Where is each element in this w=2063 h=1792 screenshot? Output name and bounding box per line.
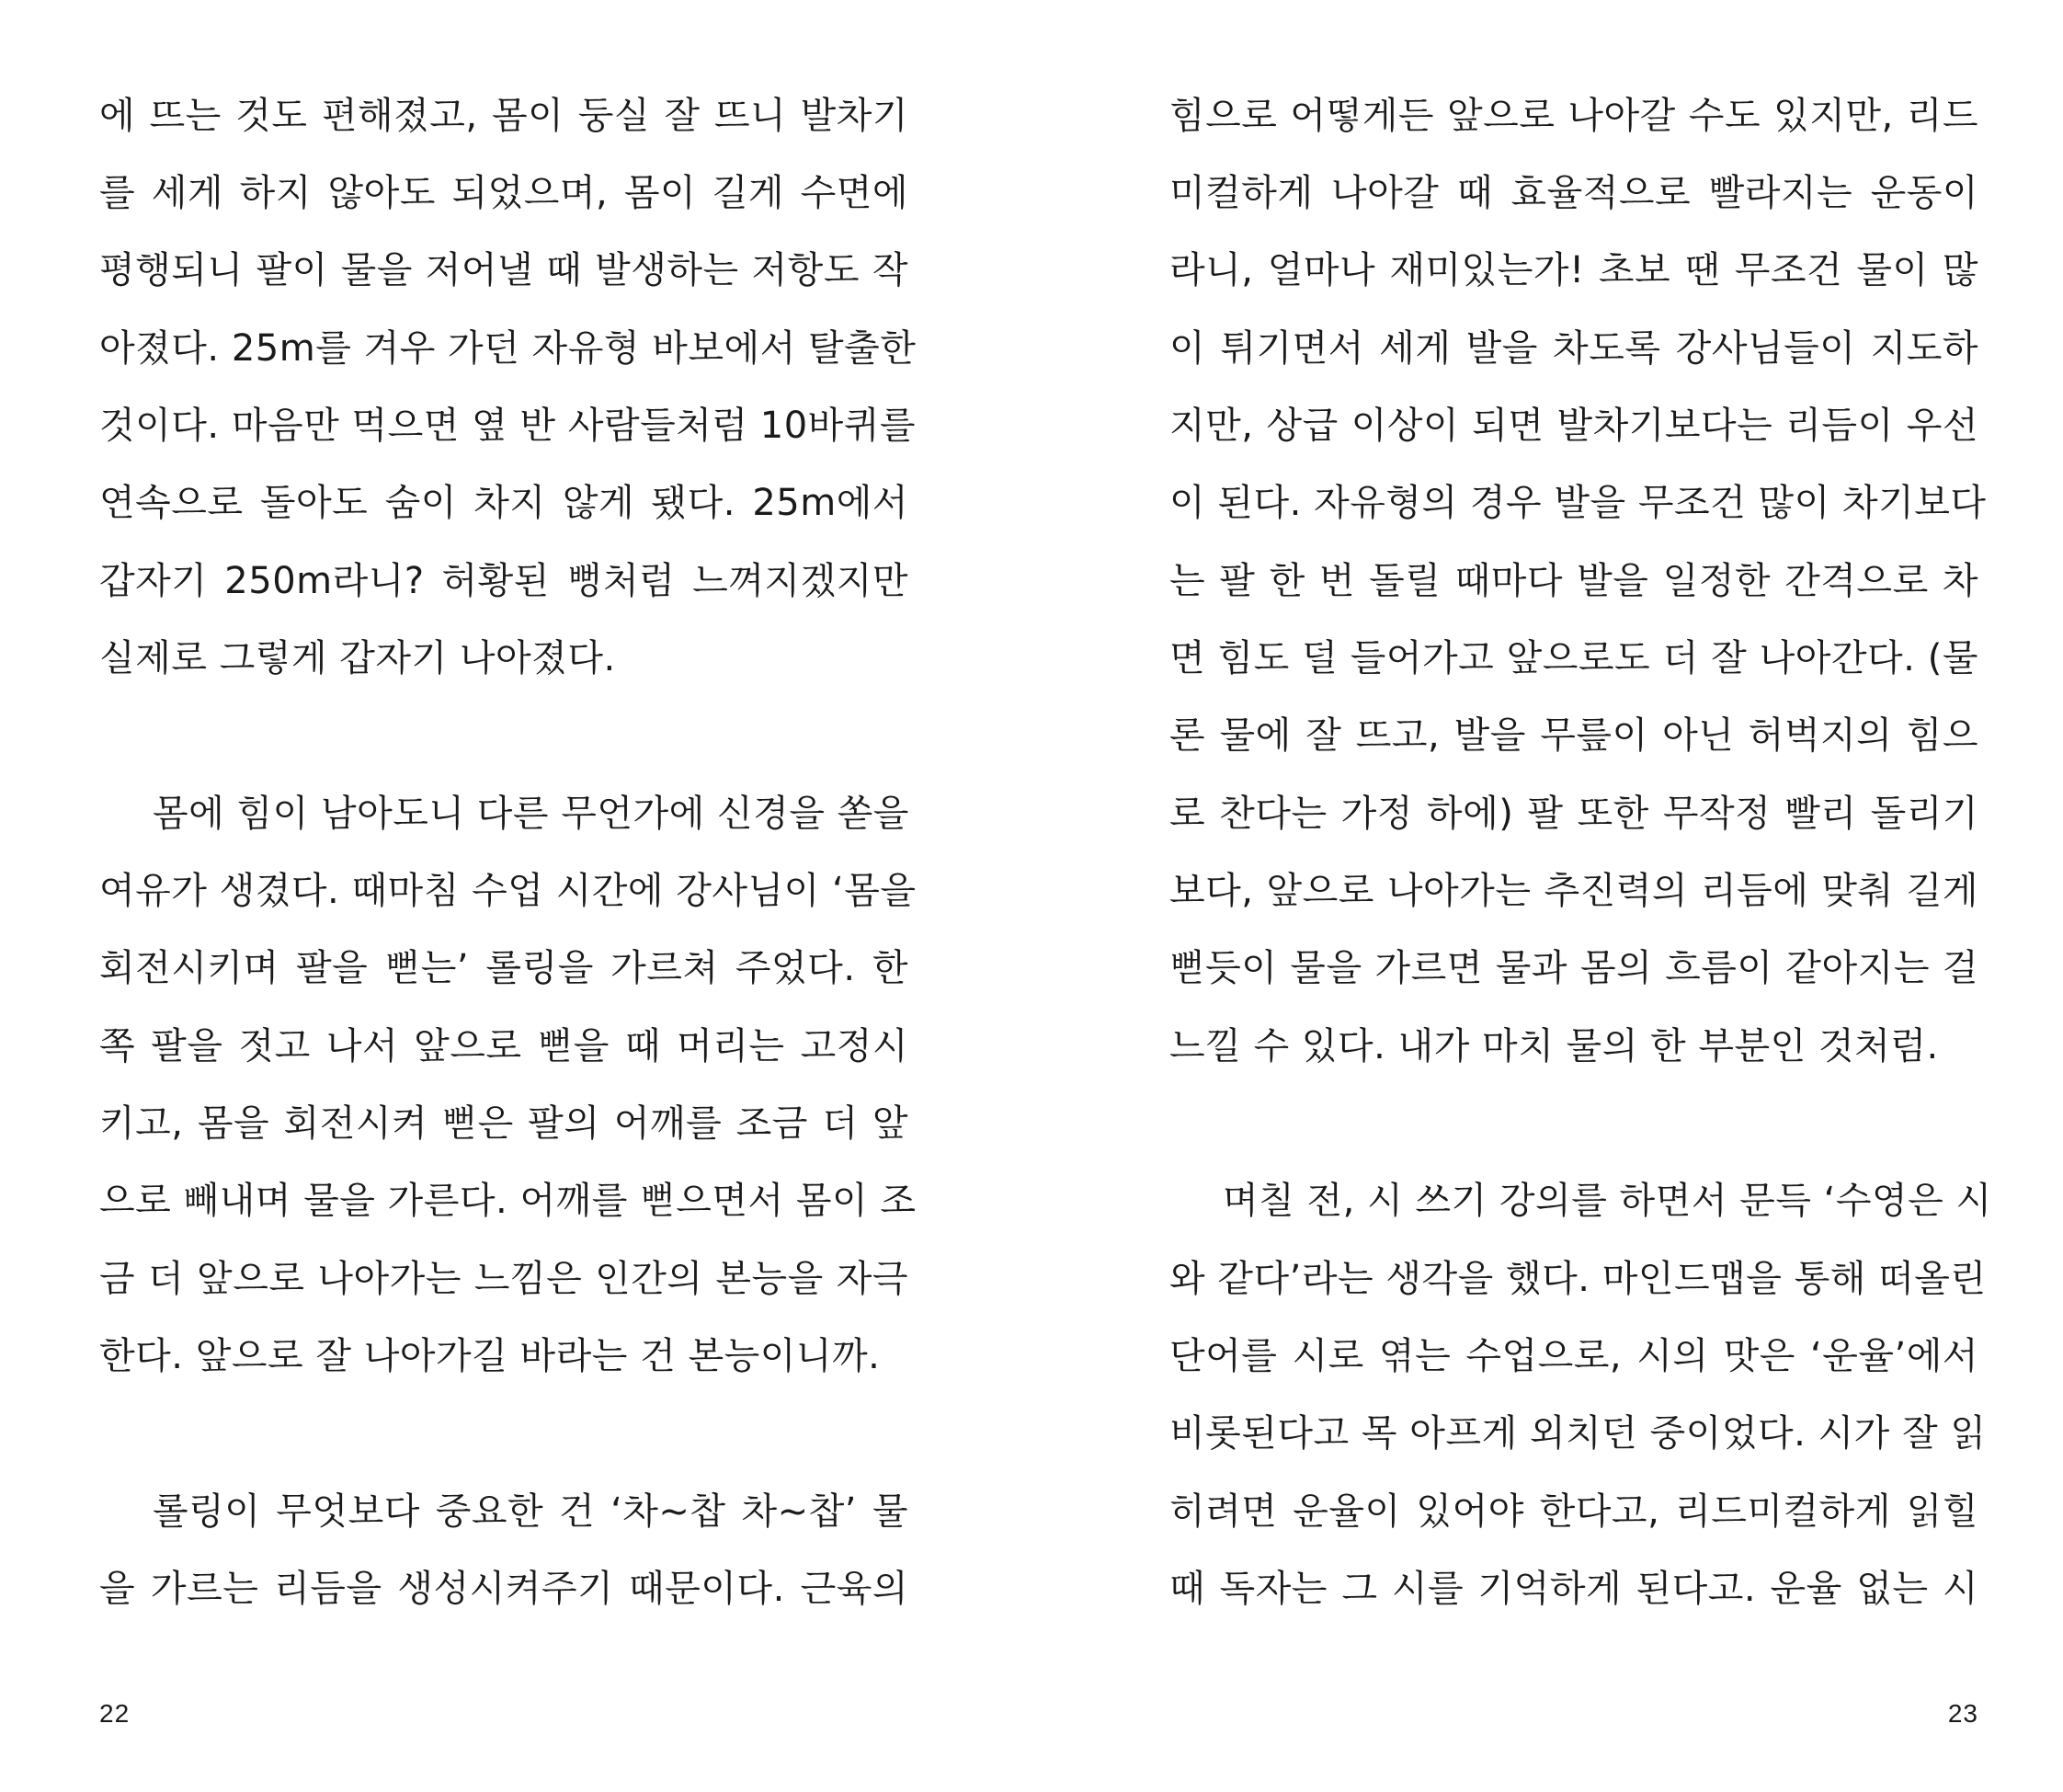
text-line: 비롯된다고 목 아프게 외치던 중이었다. 시가 잘 읽 bbox=[1169, 1412, 1987, 1455]
text-line: 지만, 상급 이상이 되면 발차기보다는 리듬이 우선 bbox=[1169, 405, 1978, 447]
text-line: 이 된다. 자유형의 경우 발을 무조건 많이 차기보다 bbox=[1169, 482, 1987, 524]
page-number: 23 bbox=[1947, 1699, 1978, 1728]
text-line: 갑자기 250m라니? 허황된 뻥처럼 느껴지겠지만 bbox=[99, 560, 908, 602]
text-line: 실제로 그렇게 갑자기 나아졌다. bbox=[99, 637, 616, 679]
text-line: 을 가르는 리듬을 생성시켜주기 때문이다. 근육의 bbox=[99, 1568, 908, 1610]
text-line: 힘으로 어떻게든 앞으로 나아갈 수도 있지만, 리드 bbox=[1169, 95, 1978, 137]
text-line: 라니, 얼마나 재미있는가! 초보 땐 무조건 물이 많 bbox=[1169, 249, 1978, 291]
text-line: 아졌다. 25m를 겨우 가던 자유형 바보에서 탈출한 bbox=[99, 327, 917, 370]
text-line: 롤링이 무엇보다 중요한 건 ‘차~찹 차~찹’ 물 bbox=[153, 1490, 908, 1533]
text-line: 뻗듯이 물을 가르면 물과 몸의 흐름이 같아지는 걸 bbox=[1169, 947, 1978, 989]
text-line: 와 같다’라는 생각을 했다. 마인드맵을 통해 떠올린 bbox=[1169, 1258, 1987, 1300]
text-line: 쪽 팔을 젓고 나서 앞으로 뻗을 때 머리는 고정시 bbox=[99, 1025, 908, 1067]
text-line: 히려면 운율이 있어야 한다고, 리드미컬하게 읽힐 bbox=[1169, 1490, 1978, 1533]
text-line: 여유가 생겼다. 때마침 수업 시간에 강사님이 ‘몸을 bbox=[99, 870, 917, 912]
text-line: 키고, 몸을 회전시켜 뻗은 팔의 어깨를 조금 더 앞 bbox=[99, 1102, 908, 1145]
text-line: 이 튀기면서 세게 발을 차도록 강사님들이 지도하 bbox=[1169, 327, 1978, 370]
text-line: 에 뜨는 것도 편해졌고, 몸이 둥실 잘 뜨니 발차기 bbox=[99, 95, 908, 137]
text-line: 회전시키며 팔을 뻗는’ 롤링을 가르쳐 주었다. 한 bbox=[99, 947, 908, 989]
left-page bbox=[99, 0, 917, 1792]
text-line: 평행되니 팔이 물을 저어낼 때 발생하는 저항도 작 bbox=[99, 249, 908, 291]
text-line: 며칠 전, 시 쓰기 강의를 하면서 문득 ‘수영은 시 bbox=[1223, 1180, 1992, 1222]
text-line: 로 찬다는 가정 하에) 팔 또한 무작정 빨리 돌리기 bbox=[1169, 793, 1978, 835]
page-number: 22 bbox=[99, 1699, 131, 1728]
text-line: 단어를 시로 엮는 수업으로, 시의 맛은 ‘운율’에서 bbox=[1169, 1335, 1978, 1377]
text-line: 미컬하게 나아갈 때 효율적으로 빨라지는 운동이 bbox=[1169, 172, 1978, 214]
text-line: 금 더 앞으로 나아가는 느낌은 인간의 본능을 자극 bbox=[99, 1258, 908, 1300]
text-line: 때 독자는 그 시를 기억하게 된다고. 운율 없는 시 bbox=[1169, 1568, 1978, 1610]
text-line: 연속으로 돌아도 숨이 차지 않게 됐다. 25m에서 bbox=[99, 482, 908, 524]
text-line: 는 팔 한 번 돌릴 때마다 발을 일정한 간격으로 차 bbox=[1169, 560, 1978, 602]
right-page bbox=[1169, 0, 1992, 1792]
text-line: 를 세게 하지 않아도 되었으며, 몸이 길게 수면에 bbox=[99, 172, 908, 214]
text-line: 한다. 앞으로 잘 나아가길 바라는 건 본능이니까. bbox=[99, 1335, 881, 1377]
text-line: 론 물에 잘 뜨고, 발을 무릎이 아닌 허벅지의 힘으 bbox=[1169, 714, 1978, 757]
text-line: 몸에 힘이 남아도니 다른 무언가에 신경을 쏟을 bbox=[153, 793, 909, 835]
text-line: 것이다. 마음만 먹으면 옆 반 사람들처럼 10바퀴를 bbox=[99, 405, 917, 447]
text-line: 보다, 앞으로 나아가는 추진력의 리듬에 맞춰 길게 bbox=[1169, 870, 1978, 912]
text-line: 으로 빼내며 물을 가른다. 어깨를 뻗으면서 몸이 조 bbox=[99, 1180, 917, 1222]
text-line: 느낄 수 있다. 내가 마치 물의 한 부분인 것처럼. bbox=[1169, 1025, 1939, 1067]
text-line: 면 힘도 덜 들어가고 앞으로도 더 잘 나아간다. (물 bbox=[1169, 637, 1978, 679]
